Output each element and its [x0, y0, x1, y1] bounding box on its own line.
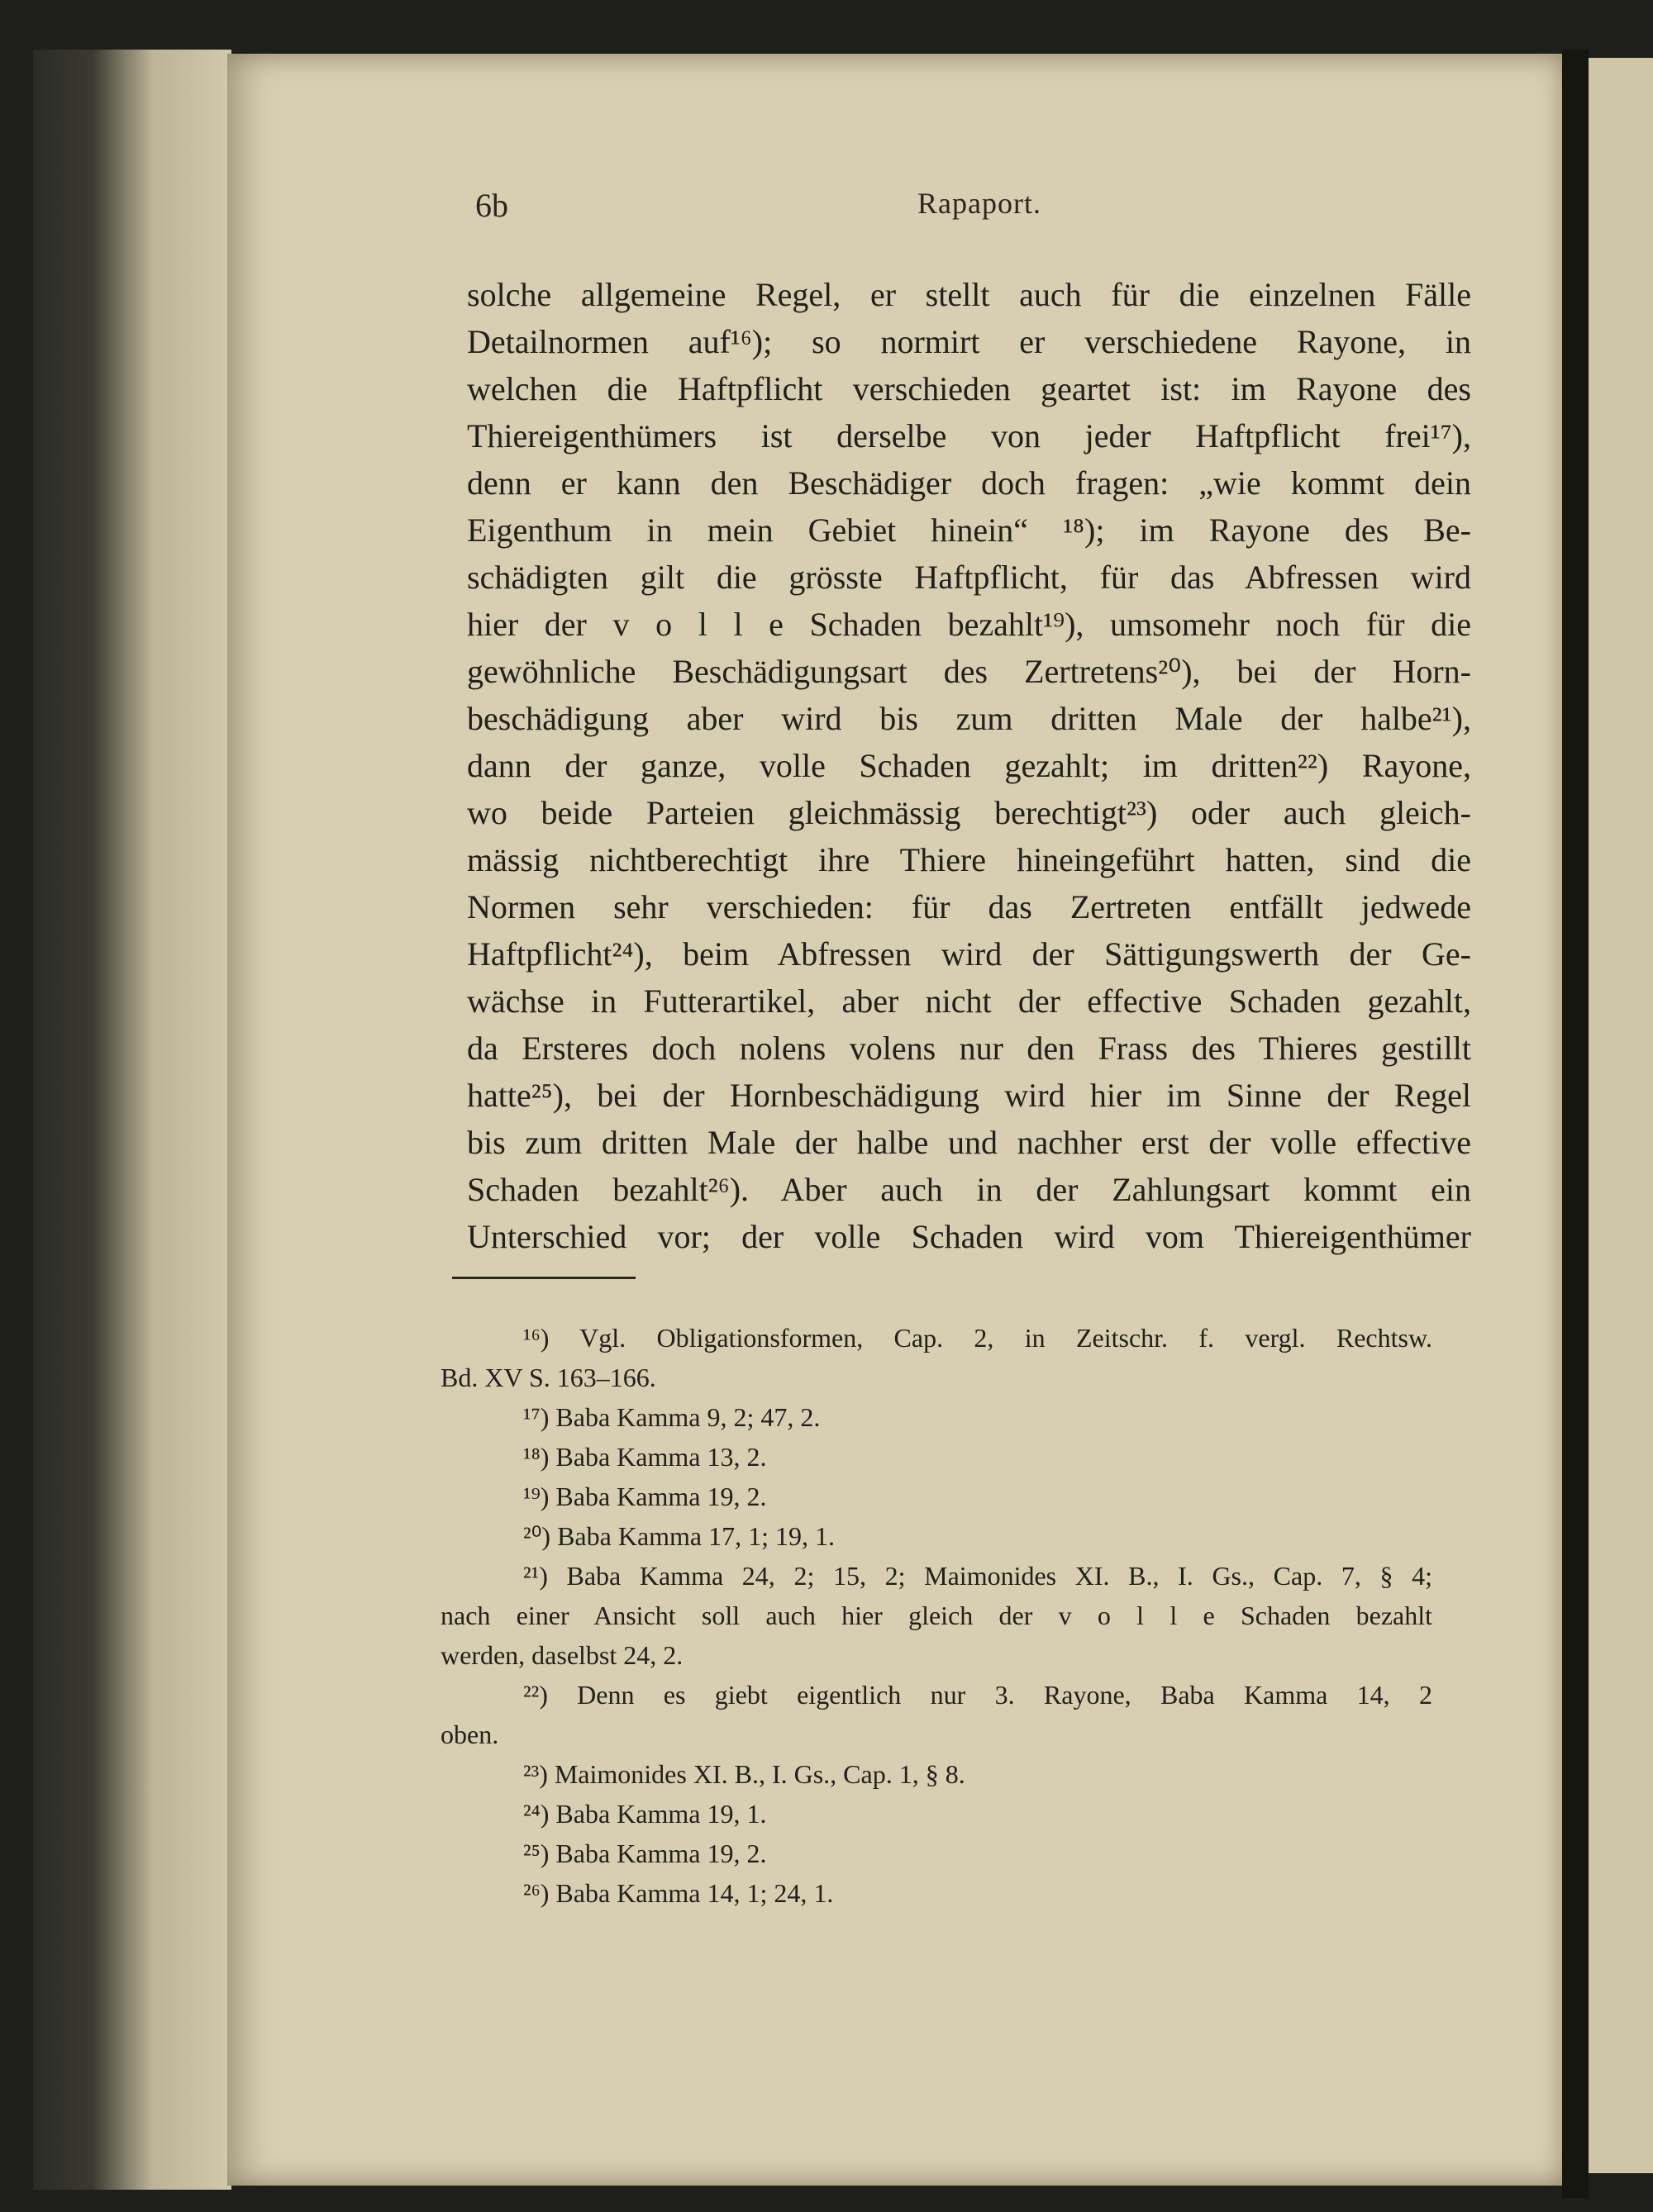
body-line: Normen sehr verschieden: für das Zertreten entfällt jedwede — [467, 888, 1471, 925]
footnote-line: nach einer Ansicht soll auch hier gleich der v o l l e Schaden bezahlt — [441, 1601, 1432, 1630]
footnotes — [441, 1318, 1432, 1913]
footnote-line: ²⁰) Baba Kamma 17, 1; 19, 1. — [523, 1521, 836, 1551]
page-number: 6b — [475, 187, 508, 224]
body-line: schädigten gilt die grösste Haftpflicht, für das Abfressen wird — [467, 559, 1471, 596]
footnote — [441, 1794, 1432, 1834]
footnote-line: ²³) Maimonides XI. B., I. Gs., Cap. 1, § 8. — [523, 1759, 965, 1789]
body-line: dann der ganze, volle Schaden gezahlt; im dritten²²) Rayone, — [467, 747, 1471, 784]
body-line: denn er kann den Beschädiger doch fragen: „wie kommt dein — [467, 464, 1471, 502]
footnote-line: Bd. XV S. 163–166. — [441, 1363, 656, 1392]
body-line: beschädigung aber wird bis zum dritten Male der halbe²¹), — [467, 700, 1471, 737]
footnote-line: ¹⁷) Baba Kamma 9, 2; 47, 2. — [523, 1402, 821, 1432]
body-line: hier der v o l l e Schaden bezahlt¹⁹), umsomehr noch für die — [467, 606, 1471, 643]
footnote-line: ²⁵) Baba Kamma 19, 2. — [523, 1839, 767, 1868]
footnote — [441, 1675, 1432, 1754]
body-line: welchen die Haftpflicht verschieden geartet ist: im Rayone des — [467, 370, 1471, 407]
footnote-line: ²¹) Baba Kamma 24, 2; 15, 2; Maimonides XI. B., I. Gs., Cap. 7, § 4; — [523, 1561, 1432, 1591]
body-line: bis zum dritten Male der halbe und nachher erst der volle effective — [467, 1124, 1471, 1161]
body-line: gewöhnliche Beschädigungsart des Zertretens²⁰), bei der Horn- — [467, 653, 1471, 690]
footnote — [441, 1318, 1432, 1397]
body-line: mässig nichtberechtigt ihre Thiere hineingeführt hatten, sind die — [467, 841, 1471, 878]
footnote-line: werden, daselbst 24, 2. — [441, 1640, 684, 1670]
body-line: Unterschied vor; der volle Schaden wird vom Thiereigenthümer — [467, 1218, 1471, 1255]
adjacent-page-edge — [1589, 58, 1653, 2173]
body-line: wächse in Futterartikel, aber nicht der effective Schaden gezahlt, — [467, 982, 1471, 1020]
footnote-line: ¹⁸) Baba Kamma 13, 2. — [523, 1442, 767, 1472]
footnote-rule — [452, 1277, 636, 1279]
footnote — [441, 1873, 1432, 1913]
body-line: da Ersteres doch nolens volens nur den Frass des Thieres gestillt — [467, 1030, 1471, 1067]
footnote-line: ²²) Denn es giebt eigentlich nur 3. Rayone, Baba Kamma 14, 2 — [523, 1680, 1432, 1710]
footnote-line: ²⁴) Baba Kamma 19, 1. — [523, 1799, 767, 1829]
footnote-line: ²⁶) Baba Kamma 14, 1; 24, 1. — [523, 1878, 834, 1908]
book-gutter — [1562, 50, 1589, 2198]
body-line: hatte²⁵), bei der Hornbeschädigung wird hier im Sinne der Regel — [467, 1077, 1471, 1114]
footnote-line: ¹⁶) Vgl. Obligationsformen, Cap. 2, in Zeitschr. f. vergl. Rechtsw. — [523, 1323, 1432, 1353]
footnote — [441, 1397, 1432, 1437]
footnote — [441, 1477, 1432, 1516]
footnote — [441, 1754, 1432, 1794]
footnote-line: ¹⁹) Baba Kamma 19, 2. — [523, 1482, 767, 1511]
body-line: Detailnormen auf¹⁶); so normirt er verschiedene Rayone, in — [467, 323, 1471, 360]
body-line: wo beide Parteien gleichmässig berechtigt²³) oder auch gleich- — [467, 794, 1471, 831]
body-line: solche allgemeine Regel, er stellt auch für die einzelnen Fälle — [467, 276, 1471, 313]
body-line: Eigenthum in mein Gebiet hinein“ ¹⁸); im Rayone des Be- — [467, 511, 1471, 549]
body-text — [467, 271, 1471, 1260]
body-line: Haftpflicht²⁴), beim Abfressen wird der Sättigungswerth der Ge- — [467, 935, 1471, 973]
running-title: Rapaport. — [917, 187, 1041, 220]
footnote — [441, 1556, 1432, 1675]
footnote — [441, 1437, 1432, 1477]
footnote-line: oben. — [441, 1720, 499, 1749]
book-edge — [33, 50, 231, 2190]
body-line: Thiereigenthümers ist derselbe von jeder Haftpflicht frei¹⁷), — [467, 417, 1471, 454]
footnote — [441, 1834, 1432, 1873]
body-line: Schaden bezahlt²⁶). Aber auch in der Zahlungsart kommt ein — [467, 1171, 1471, 1208]
footnote — [441, 1516, 1432, 1556]
